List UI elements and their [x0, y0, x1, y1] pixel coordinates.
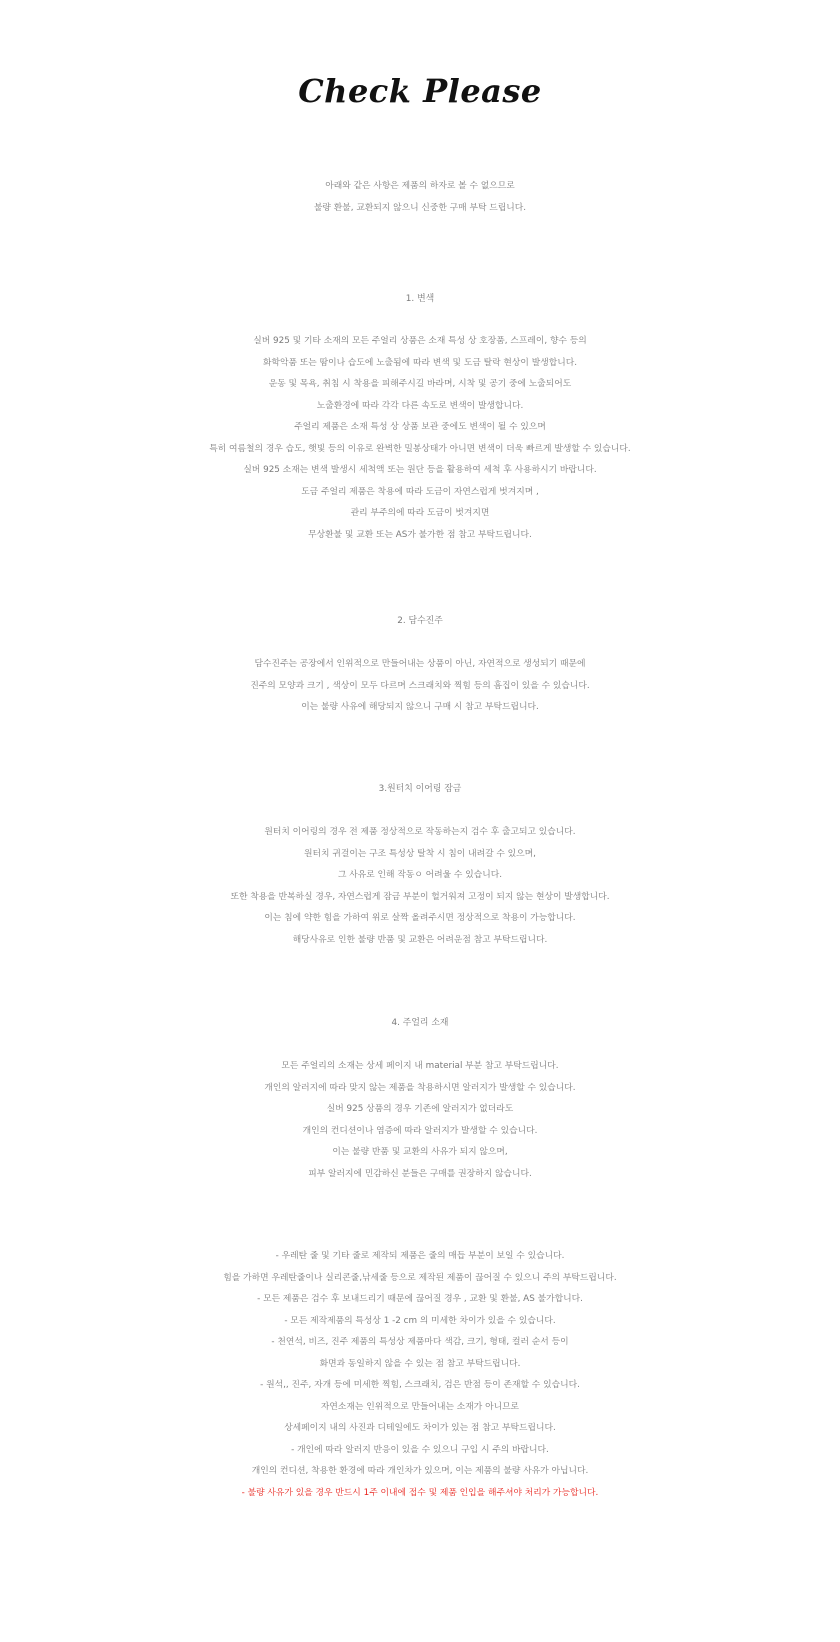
note-line: 화면과 동일하지 않을 수 있는 점 참고 부탁드립니다.	[319, 1358, 521, 1369]
section-heading: 4. 주얼리 소재	[391, 1018, 449, 1028]
section-line: 개인의 알러지에 따라 맞지 않는 제품을 착용하시면 알러지가 발생할 수 있습니다.	[264, 1082, 576, 1093]
section-line: 모든 주얼리의 소재는 상세 페이지 내 material 부분 참고 부탁드립니다.	[281, 1061, 559, 1071]
section-body-material	[0, 1056, 840, 1185]
section-line: 이는 불량 반품 및 교환의 사유가 되지 않으며,	[332, 1147, 508, 1157]
note-line: - 모든 제품은 검수 후 보내드리기 때문에 끊어질 경우 , 교환 및 환불, AS 불가합니다.	[257, 1294, 583, 1304]
note-line: - 개인에 따라 알러지 반응이 있을 수 있으니 구입 시 주의 바랍니다.	[291, 1444, 549, 1455]
section-line: 도금 주얼리 제품은 착용에 따라 도금이 자연스럽게 벗겨지며 ,	[301, 486, 539, 497]
section-line: 실버 925 소재는 변색 발생시 세척액 또는 원단 등을 활용하여 세척 후 사용하시기 바랍니다.	[243, 465, 597, 475]
note-line: - 우레탄 줄 및 기타 줄로 제작되 제품은 줄의 매듭 부분이 보일 수 있습니다.	[275, 1251, 565, 1261]
section-line: 피부 알러지에 민감하신 분들은 구매를 권장하지 않습니다.	[308, 1168, 532, 1179]
section-body-earring-lock	[0, 822, 840, 951]
note-line: 상세페이지 내의 사진과 디테일에도 차이가 있는 점 참고 부탁드립니다.	[284, 1423, 556, 1433]
section-body-discoloration	[0, 331, 840, 546]
section-heading: 3.원터치 이어링 잠금	[378, 784, 462, 794]
note-line: - 모든 제작제품의 특성상 1 -2 cm 의 미세한 차이가 있을 수 있습니다.	[284, 1315, 556, 1326]
section-heading-material	[0, 1013, 840, 1033]
note-line: 자연소재는 인위적으로 만들어내는 소재가 아니므로	[320, 1401, 520, 1412]
section-line: 특히 여름철의 경우 습도, 햇빛 등의 이유로 완벽한 밀봉상태가 아니면 변색이 더욱 빠르게 발생할 수 있습니다.	[209, 443, 631, 454]
section-line: 운동 및 목욕, 취침 시 착용을 피해주시길 바라며, 시착 및 공기 중에 노출되어도	[268, 379, 572, 389]
section-line: 실버 925 및 기타 소재의 모든 주얼리 상품은 소재 특성 상 호장품, 스프레이, 향수 등의	[253, 336, 587, 346]
note-line: - 천연석, 비즈, 진주 제품의 특성상 제품마다 색감, 크기, 형태, 컬러 순서 등이	[271, 1337, 569, 1347]
section-heading-discoloration	[0, 289, 840, 309]
section-line: 무상환불 및 교환 또는 AS가 불가한 점 참고 부탁드립니다.	[308, 529, 532, 540]
section-heading-pearl	[0, 611, 840, 631]
warning-line: - 불량 사유가 있을 경우 반드시 1주 이내에 접수 및 제품 인입을 해주셔야 처리가 가능합니다.	[241, 1487, 599, 1498]
section-line: 이는 불량 사유에 해당되지 않으니 구매 시 참고 부탁드립니다.	[301, 702, 539, 712]
section-line: 담수진주는 공장에서 인위적으로 만들어내는 상품이 아닌, 자연적으로 생성되기 때문에	[254, 659, 586, 669]
page-title: Check Please	[298, 72, 542, 110]
intro-line: 불량 환불, 교환되지 않으니 신중한 구매 부탁 드립니다.	[313, 202, 527, 213]
notes-block	[0, 1246, 840, 1504]
note-line: - 원석,, 진주, 자개 등에 미세한 찍힘, 스크래치, 검은 반점 등이 존재할 수 있습니다.	[260, 1380, 580, 1390]
intro-block	[0, 176, 840, 219]
section-heading: 1. 변색	[405, 294, 435, 304]
section-line: 화학악품 또는 땀이나 습도에 노출됨에 따라 변색 및 도금 탈락 현상이 발생합니다.	[263, 357, 577, 368]
section-line: 원터치 귀걸이는 구조 특성상 탈착 시 침이 내려갈 수 있으며,	[304, 848, 536, 859]
note-line: 힘을 가하면 우레탄줄이나 실리콘줄,낚세줄 등으로 제작된 제품이 끊어질 수 있으니 주의 부탁드립니다.	[223, 1272, 617, 1283]
section-line: 노출환경에 따라 각각 다른 속도로 변색이 발생합니다.	[316, 400, 524, 411]
section-line: 또한 착용을 반복하실 경우, 자연스럽게 잠금 부분이 헐거워져 고정이 되지 않는 현상이 발생합니다.	[230, 891, 610, 902]
section-heading: 2. 담수진주	[397, 616, 443, 626]
intro-line: 아래와 같은 사항은 제품의 하자로 볼 수 없으므로	[325, 181, 515, 191]
section-line: 실버 925 상품의 경우 기존에 알러지가 없더라도	[326, 1104, 514, 1114]
section-line: 이는 침에 약한 힘을 가하여 위로 살짝 올려주시면 정상적으로 착용이 가능합니다.	[264, 913, 576, 923]
section-line: 해당사유로 인한 불량 반품 및 교환은 어려운점 참고 부탁드립니다.	[292, 934, 548, 945]
section-heading-earring-lock	[0, 779, 840, 799]
note-line: 개인의 컨디션, 착용한 환경에 따라 개인차가 있으며, 이는 제품의 불량 사유가 아닙니다.	[251, 1466, 589, 1476]
section-line: 개인의 컨디션이나 염증에 따라 알러지가 발생할 수 있습니다.	[302, 1125, 538, 1136]
section-line: 원터치 이어링의 경우 전 제품 정상적으로 작동하는지 검수 후 출고되고 있습니다.	[264, 827, 576, 837]
section-body-pearl	[0, 654, 840, 719]
section-line: 진주의 모양과 크기 , 색상이 모두 다르며 스크래치와 찍힘 등의 흠집이 있을 수 있습니다.	[250, 680, 590, 691]
section-line: 그 사유로 인해 작동ㅇ 어려울 수 있습니다.	[337, 870, 503, 880]
section-line: 주얼리 제품은 소재 특성 상 상품 보관 중에도 변색이 될 수 있으며	[294, 422, 546, 432]
section-line: 관리 부주의에 따라 도금이 벗겨지면	[350, 508, 490, 518]
